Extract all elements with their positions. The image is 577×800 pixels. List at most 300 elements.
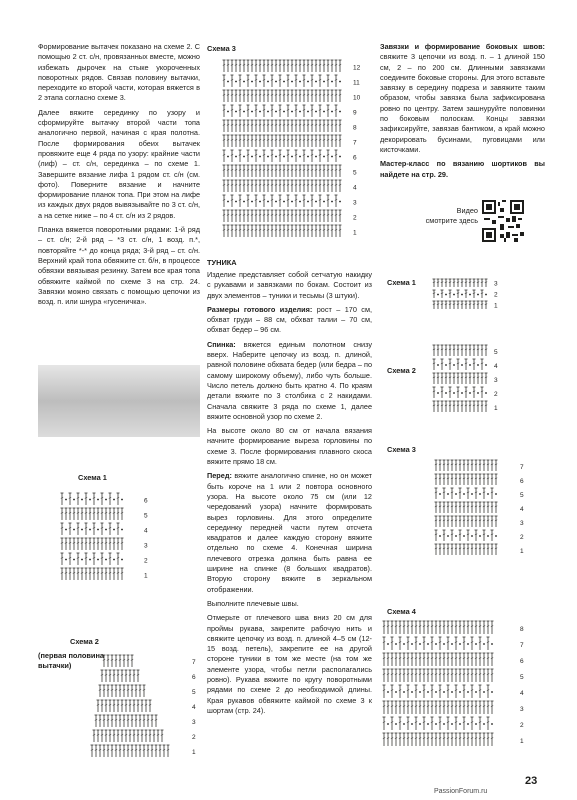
stitch-symbol (433, 401, 436, 412)
stitch-symbol (469, 301, 472, 309)
stitch-symbol (267, 225, 270, 237)
stitch-symbol (307, 90, 310, 102)
stitch-symbol (259, 165, 262, 177)
stitch-symbol (487, 637, 490, 650)
stitch-symbol (449, 373, 452, 384)
stitch-symbol (487, 502, 490, 513)
stitch-symbol (431, 701, 434, 714)
chain-symbol (437, 364, 439, 366)
stitch-symbol (85, 553, 88, 565)
chain-symbol (435, 723, 437, 725)
intro-paragraph: Формирование вытачек показано на схеме 2. С помощью 2 ст. с/н, провязанных вместе, можно избежать дырочек на стыке укороченных поворотных рядов. Связав половину вытачки, переходите ко второй части, которая вяжется в 2 этапа согласно схеме 3. (38, 42, 200, 103)
stitch-symbol (449, 290, 452, 298)
stitch-symbol (119, 685, 122, 697)
row-number: 2 (144, 557, 148, 565)
stitch-symbol (483, 544, 486, 555)
chain-symbol (113, 529, 115, 531)
stitch-symbol (303, 195, 306, 207)
chain-symbol (403, 723, 405, 725)
stitch-symbol (251, 135, 254, 147)
stitch-symbol (69, 553, 72, 565)
stitch-symbol (383, 621, 386, 634)
stitch-symbol (123, 685, 126, 697)
stitch-symbol (391, 701, 394, 714)
stitch-symbol (457, 345, 460, 356)
stitch-symbol (275, 210, 278, 222)
stitch-symbol (441, 387, 444, 398)
stitch-symbol (399, 717, 402, 730)
stitch-symbol (335, 135, 338, 147)
stitch-symbol (101, 538, 104, 550)
stitch-symbol (223, 90, 226, 102)
stitch-symbol (311, 150, 314, 162)
stitch-symbol (109, 670, 112, 682)
stitch-symbol (491, 653, 494, 666)
row-number: 2 (192, 734, 196, 741)
stitch-symbol (331, 225, 334, 237)
stitch-symbol (239, 210, 242, 222)
stitch-symbol (69, 523, 72, 535)
stitch-symbol (469, 373, 472, 384)
stitch-symbol (231, 75, 234, 87)
chain-symbol (419, 723, 421, 725)
stitch-symbol (77, 538, 80, 550)
stitch-symbol (303, 135, 306, 147)
stitch-symbol (443, 460, 446, 471)
stitch-symbol (407, 701, 410, 714)
stitch-symbol (335, 210, 338, 222)
chain-symbol (65, 559, 67, 561)
stitch-symbol (319, 120, 322, 132)
stitch-symbol (423, 701, 426, 714)
stitch-symbol (263, 225, 266, 237)
stitch-symbol (279, 75, 282, 87)
stitch-symbol (483, 701, 486, 714)
chain-symbol (451, 691, 453, 693)
chain-symbol (73, 529, 75, 531)
stitch-symbol (223, 165, 226, 177)
stitch-symbol (129, 700, 132, 712)
chain-symbol (323, 201, 325, 203)
chain-symbol (477, 392, 479, 394)
stitch-symbol (263, 165, 266, 177)
stitch-symbol (475, 621, 478, 634)
stitch-symbol (443, 474, 446, 485)
stitch-symbol (319, 150, 322, 162)
ties-paragraph (380, 42, 545, 155)
stitch-symbol (455, 733, 458, 746)
stitch-symbol (231, 105, 234, 117)
stitch-symbol (451, 502, 454, 513)
stitch-symbol (465, 279, 468, 287)
stitch-symbol (271, 105, 274, 117)
stitch-symbol (287, 210, 290, 222)
stitch-symbol (255, 120, 258, 132)
stitch-symbol (133, 700, 136, 712)
chain-symbol (469, 392, 471, 394)
stitch-symbol (383, 701, 386, 714)
stitch-symbol (439, 544, 442, 555)
stitch-symbol (455, 460, 458, 471)
stitch-symbol (311, 195, 314, 207)
stitch-symbol (457, 279, 460, 287)
stitch-symbol (467, 544, 470, 555)
stitch-symbol (459, 516, 462, 527)
stitch-symbol (239, 60, 242, 72)
stitch-symbol (139, 715, 142, 727)
stitch-symbol (311, 75, 314, 87)
stitch-symbol (457, 359, 460, 370)
chain-symbol (483, 691, 485, 693)
stitch-symbol (231, 120, 234, 132)
stitch-symbol (123, 745, 126, 757)
stitch-symbol (247, 165, 250, 177)
stitch-symbol (487, 701, 490, 714)
stitch-symbol (267, 90, 270, 102)
stitch-symbol (445, 401, 448, 412)
stitch-symbol (303, 90, 306, 102)
stitch-symbol (307, 180, 310, 192)
stitch-symbol (267, 210, 270, 222)
stitch-symbol (439, 474, 442, 485)
stitch-symbol (231, 225, 234, 237)
stitch-symbol (101, 700, 104, 712)
stitch-symbol (327, 165, 330, 177)
chain-symbol (339, 81, 341, 83)
sizes-text: рост – 170 см, обхват груди – 88 см, обхват талии – 70 см, обхват бедер – 96 см. (207, 304, 372, 335)
stitch-symbol (439, 653, 442, 666)
stitch-symbol (127, 745, 130, 757)
stitch-symbol (447, 669, 450, 682)
stitch-symbol (495, 502, 498, 513)
stitch-symbol (223, 75, 226, 87)
stitch-symbol (459, 544, 462, 555)
stitch-symbol (307, 210, 310, 222)
stitch-symbol (163, 745, 166, 757)
stitch-symbol (435, 669, 438, 682)
stitch-symbol (467, 530, 470, 541)
stitch-symbol (109, 508, 112, 520)
stitch-symbol (475, 460, 478, 471)
stitch-symbol (103, 655, 106, 667)
stitch-symbol (303, 210, 306, 222)
stitch-symbol (465, 373, 468, 384)
stitch-symbol (423, 653, 426, 666)
stitch-symbol (473, 301, 476, 309)
chain-symbol (403, 691, 405, 693)
chain-symbol (495, 535, 497, 537)
stitch-symbol (455, 474, 458, 485)
stitch-symbol (481, 359, 484, 370)
stitch-symbol (271, 90, 274, 102)
stitch-symbol (323, 225, 326, 237)
chain-symbol (467, 723, 469, 725)
stitch-symbol (445, 345, 448, 356)
stitch-symbol (255, 210, 258, 222)
chain-symbol (437, 294, 439, 296)
stitch-symbol (467, 733, 470, 746)
stitch-symbol (411, 621, 414, 634)
stitch-symbol (115, 715, 118, 727)
stitch-symbol (147, 745, 150, 757)
col3-schema4 (380, 616, 540, 766)
stitch-symbol (247, 225, 250, 237)
chain-symbol (267, 156, 269, 158)
chain-symbol (275, 111, 277, 113)
neck-paragraph: На высоте около 80 см от начала вязания начните формирование выреза горловины по схеме 3. После формирования плавного скоса вяжите прямо 18 см. (207, 426, 372, 467)
stitch-symbol (153, 730, 156, 742)
stitch-symbol (121, 700, 124, 712)
stitch-symbol (419, 621, 422, 634)
col3-schema1-title: Схема 1 (387, 278, 416, 287)
stitch-symbol (279, 135, 282, 147)
back-text: вяжется единым полотном снизу вверх. Наберите цепочку из возд. п. длиной, равной половине обхвата бедер (или бедра – по самому широкому объему), либо чуть больше. Число петель должно быть кратно 4. По краям детали вяжите по 3 столбика с 2 накидами. Сначала свяжите 3 ряда по схеме 1, далее вяжите основной узор по схеме 2. (207, 339, 372, 421)
stitch-symbol (331, 165, 334, 177)
stitch-symbol (461, 279, 464, 287)
stitch-symbol (111, 655, 114, 667)
row-number: 4 (192, 704, 196, 711)
stitch-symbol (415, 621, 418, 634)
stitch-symbol (227, 225, 230, 237)
stitch-symbol (271, 135, 274, 147)
stitch-symbol (311, 180, 314, 192)
chain-symbol (467, 691, 469, 693)
stitch-symbol (399, 733, 402, 746)
stitch-symbol (121, 508, 124, 520)
stitch-symbol (475, 653, 478, 666)
stitch-symbol (61, 553, 64, 565)
stitch-symbol (287, 105, 290, 117)
stitch-symbol (315, 60, 318, 72)
stitch-symbol (481, 373, 484, 384)
stitch-symbol (247, 60, 250, 72)
stitch-symbol (235, 210, 238, 222)
stitch-symbol (327, 75, 330, 87)
stitch-symbol (487, 474, 490, 485)
stitch-symbol (387, 733, 390, 746)
stitch-symbol (151, 745, 154, 757)
chain-symbol (323, 156, 325, 158)
stitch-symbol (461, 401, 464, 412)
stitch-symbol (473, 359, 476, 370)
stitch-symbol (251, 210, 254, 222)
stitch-symbol (287, 60, 290, 72)
stitch-symbol (491, 530, 494, 541)
stitch-symbol (459, 621, 462, 634)
stitch-symbol (129, 670, 132, 682)
stitch-symbol (475, 516, 478, 527)
stitch-symbol (299, 225, 302, 237)
stitch-symbol (415, 701, 418, 714)
chain-symbol (453, 392, 455, 394)
stitch-symbol (467, 653, 470, 666)
row-number: 4 (144, 527, 148, 535)
stitch-symbol (451, 669, 454, 682)
stitch-symbol (239, 135, 242, 147)
stitch-symbol (495, 516, 498, 527)
stitch-symbol (275, 180, 278, 192)
front-text: вяжите аналогично спинке, но он может быть короче на 1 или 2 повтора основного узора. На высоте около 75 см (или 12 чередований узора) начните формировать вырез горловины. Для этого определите серединку передней части путем отсчета квадратов и далее каждую сторону вяжите отдельно по схеме 4. Конечная ширина плечевого отрезка должна быть равна ее ширине на спинке (8 больших квадратов). Вторую сторону вяжите в зеркальном отображении. (207, 471, 372, 594)
stitch-symbol (455, 502, 458, 513)
stitch-symbol (303, 120, 306, 132)
stitch-symbol (255, 180, 258, 192)
stitch-symbol (235, 60, 238, 72)
stitch-symbol (117, 538, 120, 550)
stitch-symbol (427, 653, 430, 666)
stitch-symbol (279, 210, 282, 222)
stitch-symbol (427, 701, 430, 714)
stitch-symbol (455, 669, 458, 682)
stitch-symbol (105, 538, 108, 550)
chain-symbol (227, 156, 229, 158)
chain-symbol (97, 559, 99, 561)
stitch-symbol (287, 150, 290, 162)
stitch-symbol (243, 120, 246, 132)
stitch-symbol (445, 373, 448, 384)
stitch-symbol (291, 225, 294, 237)
stitch-symbol (495, 474, 498, 485)
chain-symbol (339, 156, 341, 158)
stitch-symbol (275, 225, 278, 237)
stitch-symbol (117, 568, 120, 580)
stitch-symbol (255, 165, 258, 177)
stitch-symbol (143, 715, 146, 727)
stitch-symbol (491, 621, 494, 634)
row-number: 5 (520, 674, 524, 682)
chain-symbol (275, 201, 277, 203)
stitch-symbol (105, 730, 108, 742)
stitch-symbol (471, 516, 474, 527)
stitch-symbol (451, 530, 454, 541)
chain-symbol (411, 643, 413, 645)
row-number: 5 (192, 689, 196, 696)
stitch-symbol (255, 90, 258, 102)
stitch-symbol (403, 701, 406, 714)
stitch-symbol (271, 195, 274, 207)
stitch-symbol (243, 165, 246, 177)
stitch-symbol (447, 502, 450, 513)
stitch-symbol (235, 180, 238, 192)
qr-code[interactable] (482, 200, 524, 242)
stitch-symbol (327, 210, 330, 222)
stitch-symbol (231, 165, 234, 177)
stitch-symbol (323, 60, 326, 72)
chain-symbol (479, 493, 481, 495)
stitch-symbol (327, 225, 330, 237)
sleeve-paragraph: Отмерьте от плечевого шва вниз 20 см для проймы рукава, закрепите рабочую нить и свяжите цепочку из возд. п. длиной 4–5 см (12-15 возд. петель), закрепите ее на другой стороне туники в том же месте (на том же элементе узора, чтобы петли располагались ровно). Рукава вяжите по кругу поворотными рядами по схеме 2 до необходимой длины. Края рукавов обвяжите каймой по схеме 3 к шортам (стр. 24). (207, 613, 372, 715)
stitch-symbol (287, 90, 290, 102)
stitch-symbol (227, 165, 230, 177)
stitch-symbol (433, 279, 436, 287)
stitch-symbol (109, 553, 112, 565)
chain-symbol (395, 723, 397, 725)
chain-symbol (395, 643, 397, 645)
stitch-symbol (483, 653, 486, 666)
chain-symbol (299, 81, 301, 83)
stitch-symbol (121, 670, 124, 682)
stitch-symbol (331, 135, 334, 147)
chain-symbol (97, 499, 99, 501)
stitch-symbol (443, 669, 446, 682)
chain-symbol (471, 535, 473, 537)
stitch-symbol (143, 745, 146, 757)
stitch-symbol (477, 279, 480, 287)
row-number: 2 (520, 533, 524, 541)
stitch-symbol (263, 120, 266, 132)
chain-symbol (283, 201, 285, 203)
stitch-symbol (279, 120, 282, 132)
stitch-symbol (407, 669, 410, 682)
stitch-symbol (299, 180, 302, 192)
stitch-symbol (303, 165, 306, 177)
stitch-symbol (447, 621, 450, 634)
stitch-symbol (327, 105, 330, 117)
stitch-symbol (435, 516, 438, 527)
stitch-symbol (457, 301, 460, 309)
stitch-symbol (227, 135, 230, 147)
row-number: 3 (520, 706, 524, 714)
stitch-symbol (295, 135, 298, 147)
stitch-symbol (247, 105, 250, 117)
chain-symbol (453, 294, 455, 296)
chain-symbol (477, 294, 479, 296)
chain-symbol (411, 723, 413, 725)
stitch-symbol (121, 538, 124, 550)
chain-symbol (307, 111, 309, 113)
stitch-symbol (89, 538, 92, 550)
stitch-symbol (121, 730, 124, 742)
chain-symbol (235, 111, 237, 113)
chain-symbol (467, 643, 469, 645)
stitch-symbol (459, 701, 462, 714)
page-number: 23 (525, 775, 538, 787)
chain-symbol (315, 201, 317, 203)
stitch-symbol (97, 538, 100, 550)
stitch-symbol (283, 120, 286, 132)
stitch-symbol (403, 621, 406, 634)
chain-symbol (445, 392, 447, 394)
stitch-symbol (259, 210, 262, 222)
stitch-symbol (479, 717, 482, 730)
stitch-symbol (465, 401, 468, 412)
stitch-symbol (419, 733, 422, 746)
row-number: 4 (520, 505, 524, 513)
stitch-symbol (133, 730, 136, 742)
stitch-symbol (471, 637, 474, 650)
stitch-symbol (327, 60, 330, 72)
stitch-symbol (483, 460, 486, 471)
stitch-symbol (419, 701, 422, 714)
chain-symbol (251, 156, 253, 158)
stitch-symbol (443, 701, 446, 714)
stitch-symbol (463, 516, 466, 527)
stitch-symbol (231, 150, 234, 162)
stitch-symbol (155, 715, 158, 727)
chain-symbol (331, 111, 333, 113)
stitch-symbol (395, 701, 398, 714)
stitch-symbol (135, 685, 138, 697)
stitch-symbol (247, 120, 250, 132)
stitch-symbol (463, 502, 466, 513)
stitch-symbol (81, 538, 84, 550)
stitch-symbol (239, 180, 242, 192)
stitch-symbol (267, 60, 270, 72)
stitch-symbol (473, 279, 476, 287)
chain-symbol (487, 493, 489, 495)
stitch-symbol (459, 530, 462, 541)
stitch-symbol (287, 195, 290, 207)
stitch-symbol (311, 90, 314, 102)
